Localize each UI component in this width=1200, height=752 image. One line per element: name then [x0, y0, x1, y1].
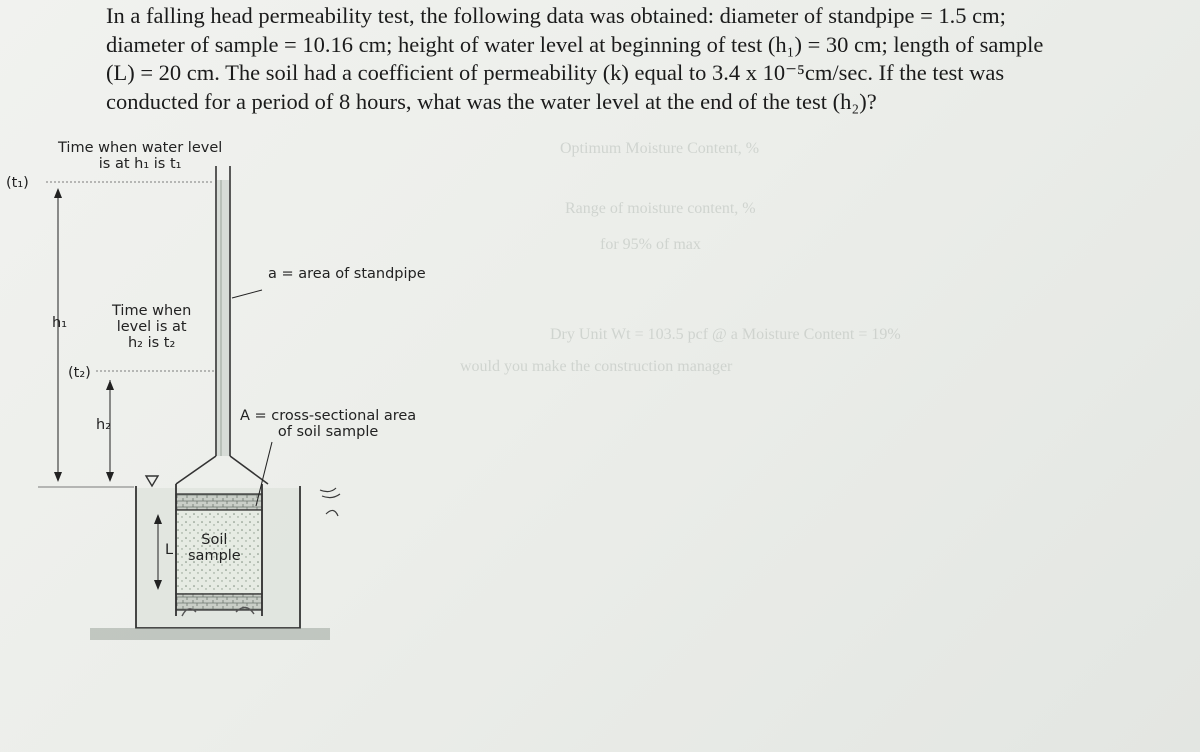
pencil-mark	[316, 484, 356, 524]
base-ground	[90, 628, 330, 640]
problem-line-3: (L) = 20 cm. The soil had a coefficient of permeability (k) equal to 3.4 x 10⁻⁵cm/sec. If the test was	[106, 60, 1005, 85]
t2-label: (t₂)	[68, 365, 91, 381]
time-t2-label: Time when level is at h₂ is t₂	[112, 303, 192, 351]
h2-label: h₂	[96, 417, 112, 433]
funnel	[176, 456, 268, 484]
soil-sample-label: Soil sample	[188, 532, 241, 564]
problem-line-4: conducted for a period of 8 hours, what was the water level at the end of the test (h₂)?	[106, 88, 877, 114]
standpipe-area-label: a = area of standpipe	[268, 266, 426, 282]
time-t1-label: Time when water level is at h₁ is t₁	[58, 140, 223, 172]
background-ghost-text: Optimum Moisture Content, %	[560, 140, 760, 157]
problem-line-2: diameter of sample = 10.16 cm; height of water level at beginning of test (h₁) = 30 cm; length of sample	[106, 31, 1044, 57]
background-ghost-text: Range of moisture content, %	[565, 200, 756, 217]
h1-label: h₁	[52, 315, 68, 331]
problem-line-1: In a falling head permeability test, the following data was obtained: diameter of standpipe = 1.5 cm;	[106, 3, 1006, 28]
background-ghost-text: would you make the construction manager	[460, 358, 733, 375]
L-label: L	[165, 542, 174, 558]
standpipe-leader	[232, 290, 262, 298]
background-ghost-text: for 95% of max	[600, 236, 701, 253]
h2-arrow-bottom	[106, 472, 114, 482]
sample-area-label: A = cross-sectional area of soil sample	[240, 408, 417, 440]
background-ghost-text: Dry Unit Wt = 103.5 pcf @ a Moisture Content = 19%	[550, 326, 901, 343]
standpipe	[216, 166, 230, 456]
h1-arrow-top	[54, 188, 62, 198]
t1-label: (t₁)	[6, 175, 29, 191]
h1-arrow-bottom	[54, 472, 62, 482]
h2-arrow-top	[106, 380, 114, 390]
